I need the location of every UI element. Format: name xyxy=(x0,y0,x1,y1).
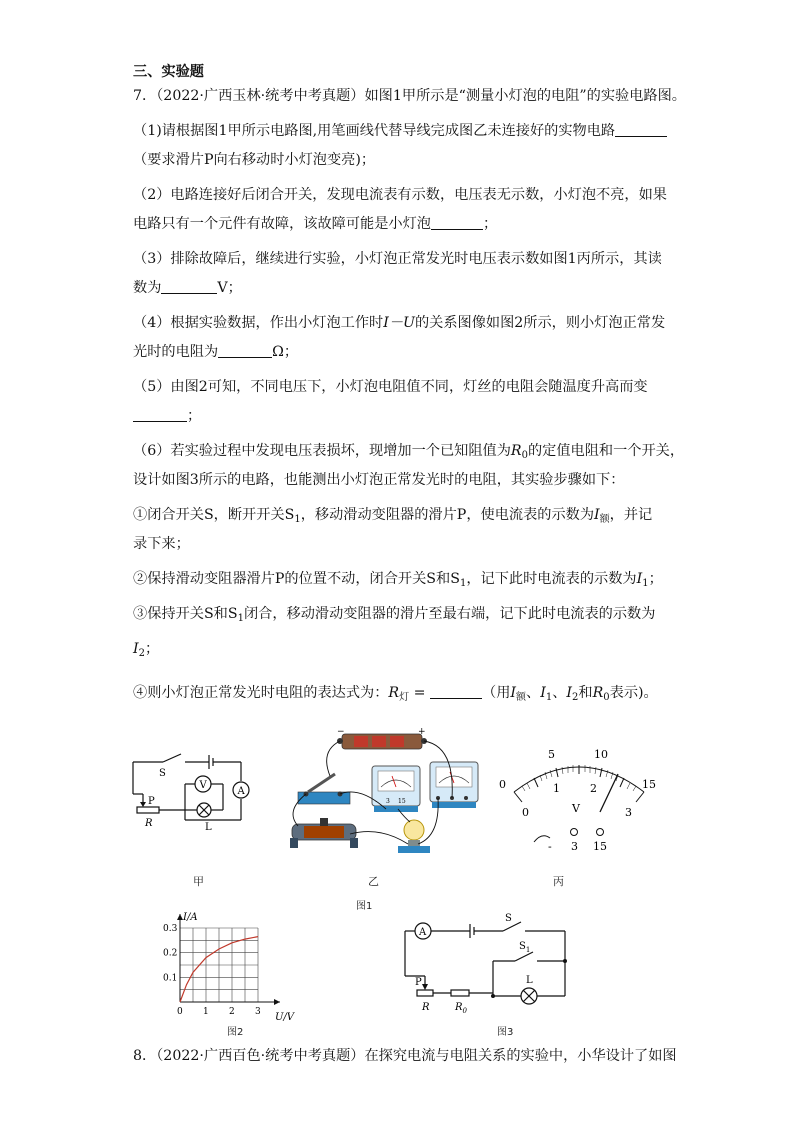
dial-top-15: 15 xyxy=(642,778,656,791)
q7-part4-line2: 光时的电阻为 Ω； xyxy=(133,344,299,360)
q7-step1-line1: ①闭合开关S，断开开关$S_1$，移动滑动变阻器的滑片P，使电流表的示数为$I_额$，并记 xyxy=(133,507,653,525)
fig3-label-s: S xyxy=(505,913,512,924)
q7-part5-line1: （5）由图2可知，不同电压下，小灯泡电阻值不同，灯丝的电阻会随温度升高而变 xyxy=(133,379,648,395)
label-a: A xyxy=(237,786,245,797)
q8-intro: 8．（2022·广西百色·统考中考真题）在探究电流与电阻关系的实验中，小华设计了如图 xyxy=(133,1048,677,1064)
caption-yi: 乙 xyxy=(368,875,379,888)
q7-part2-line2: 电路只有一个元件有故障，该故障可能是小灯泡 ； xyxy=(133,216,498,232)
rheostat-r xyxy=(137,807,159,813)
caption-fig1: 图1 xyxy=(356,901,373,912)
q7-part3-line2: 数为 V； xyxy=(133,280,242,296)
fig3-label-r0: $R_0$ xyxy=(455,1002,467,1015)
fig1-jia-circuit xyxy=(125,750,265,840)
section-title: 三、实验题 xyxy=(133,64,204,80)
dial-top-0: 0 xyxy=(499,778,506,791)
fig2-iu-chart xyxy=(155,910,305,1025)
label-s: S xyxy=(159,768,166,779)
dial-bottom-1: 1 xyxy=(553,782,560,795)
voltmeter-minus-label: - xyxy=(375,798,378,805)
answer-blank-2[interactable] xyxy=(431,214,483,230)
fig3-label-p: P xyxy=(415,977,422,988)
caption-jia: 甲 xyxy=(193,875,204,888)
q7-step1-line2: 录下来； xyxy=(133,536,190,552)
dial-top-5: 5 xyxy=(548,748,555,761)
q7-part6-line1: （6）若实验过程中发现电压表损坏，现增加一个已知阻值为$R_0$的定值电阻和一个开关， xyxy=(133,443,685,461)
dial-bottom-3: 3 xyxy=(625,806,632,819)
x-tick-label: 1 xyxy=(203,1007,209,1017)
q7-step3-line2: $I_2$； xyxy=(133,641,160,659)
fig3-label-a: A xyxy=(419,927,427,938)
q7-step3-line1: ③保持开关S和$S_1$闭合，移动滑动变阻器的滑片至最右端，记下此时电流表的示数为 xyxy=(133,606,656,624)
x-tick-label: 0 xyxy=(177,1007,183,1017)
q7-part1-line1: （1)请根据图1甲所示电路图,用笔画线代替导线完成图乙未连接好的实物电路 xyxy=(133,121,667,141)
answer-blank-5[interactable] xyxy=(133,406,187,422)
fig3-label-s1: $S_1$ xyxy=(519,941,531,954)
answer-blank-6[interactable] xyxy=(430,683,482,699)
q7-part1-line2: （要求滑片P向右移动时小灯泡变亮)； xyxy=(133,152,376,168)
y-tick-label: 0.1 xyxy=(163,973,178,984)
battery-minus-icon: − xyxy=(337,727,345,737)
fig1-yi-apparatus xyxy=(280,726,495,861)
dial-pointer xyxy=(600,774,618,812)
y-tick-label: 0.2 xyxy=(163,948,178,959)
x-axis-label: U/V xyxy=(275,1012,295,1023)
label-r: R xyxy=(145,818,153,829)
answer-blank-3[interactable] xyxy=(161,278,217,294)
terminal-15: 15 xyxy=(593,840,607,853)
dial-top-10: 10 xyxy=(594,748,608,761)
dial-bottom-2: 2 xyxy=(590,782,597,795)
fig3-circuit xyxy=(395,912,580,1017)
fig1-bing-voltmeter-dial xyxy=(492,744,667,854)
voltmeter-3-label: 3 xyxy=(386,798,390,805)
q7-part4-line1: （4）根据实验数据，作出小灯泡工作时I－U的关系图像如图2所示，则小灯泡正常发 xyxy=(133,315,666,331)
switch-s-blade xyxy=(163,754,181,762)
caption-bing: 丙 xyxy=(553,875,564,888)
answer-blank-4[interactable] xyxy=(218,342,272,358)
terminal-3: 3 xyxy=(571,840,578,853)
q7-part3-line1: （3）排除故障后，继续进行实验，小灯泡正常发光时电压表示数如图1丙所示，其读 xyxy=(133,251,662,267)
caption-fig2: 图2 xyxy=(227,1027,244,1038)
y-tick-label: 0.3 xyxy=(163,924,178,934)
x-tick-label: 3 xyxy=(255,1007,261,1017)
x-axis-arrow xyxy=(274,999,280,1005)
q7-part5-line2: ； xyxy=(133,406,201,426)
fig3-label-l: L xyxy=(526,975,533,986)
dial-unit-v: V xyxy=(572,802,580,815)
fig3-label-r: R xyxy=(422,1002,430,1013)
label-p: P xyxy=(148,796,155,807)
voltmeter-15-label: 15 xyxy=(398,798,406,805)
label-l: L xyxy=(205,822,212,833)
dial-bottom-0: 0 xyxy=(522,806,529,819)
fig3-resistor-r0 xyxy=(451,990,469,996)
q7-step2: ②保持滑动变阻器滑片P的位置不动，闭合开关S和$S_1$，记下此时电流表的示数为$I_1$； xyxy=(133,571,663,589)
y-axis-label: I/A xyxy=(183,912,198,923)
caption-fig3: 图3 xyxy=(497,1027,514,1038)
bulb-device xyxy=(404,820,424,840)
q7-intro: 7．（2022·广西玉林·统考中考真题）如图1甲所示是“测量小灯泡的电阻”的实验电路图。 xyxy=(133,88,686,104)
q7-step4: ④则小灯泡正常发光时电阻的表达式为：$R_灯$ = （用$I_额$、$I_1$、$I_2$和$R_0$表示)。 xyxy=(133,685,658,703)
x-tick-label: 2 xyxy=(229,1007,235,1017)
chart-tick-labels xyxy=(163,924,261,1017)
fig3-rheostat-r xyxy=(417,990,433,996)
q7-part6-line2: 设计如图3所示的电路，也能测出小灯泡正常发光时的电阻，其实验步骤如下： xyxy=(133,472,625,488)
answer-blank-1[interactable] xyxy=(615,121,667,137)
q7-part2-line1: （2）电路连接好后闭合开关，发现电流表有示数，电压表无示数，小灯泡不亮，如果 xyxy=(133,187,667,203)
chart-axes xyxy=(177,914,280,1005)
battery-plus-icon: + xyxy=(418,727,426,737)
terminal-minus: - xyxy=(548,840,552,853)
label-v: V xyxy=(199,780,207,791)
